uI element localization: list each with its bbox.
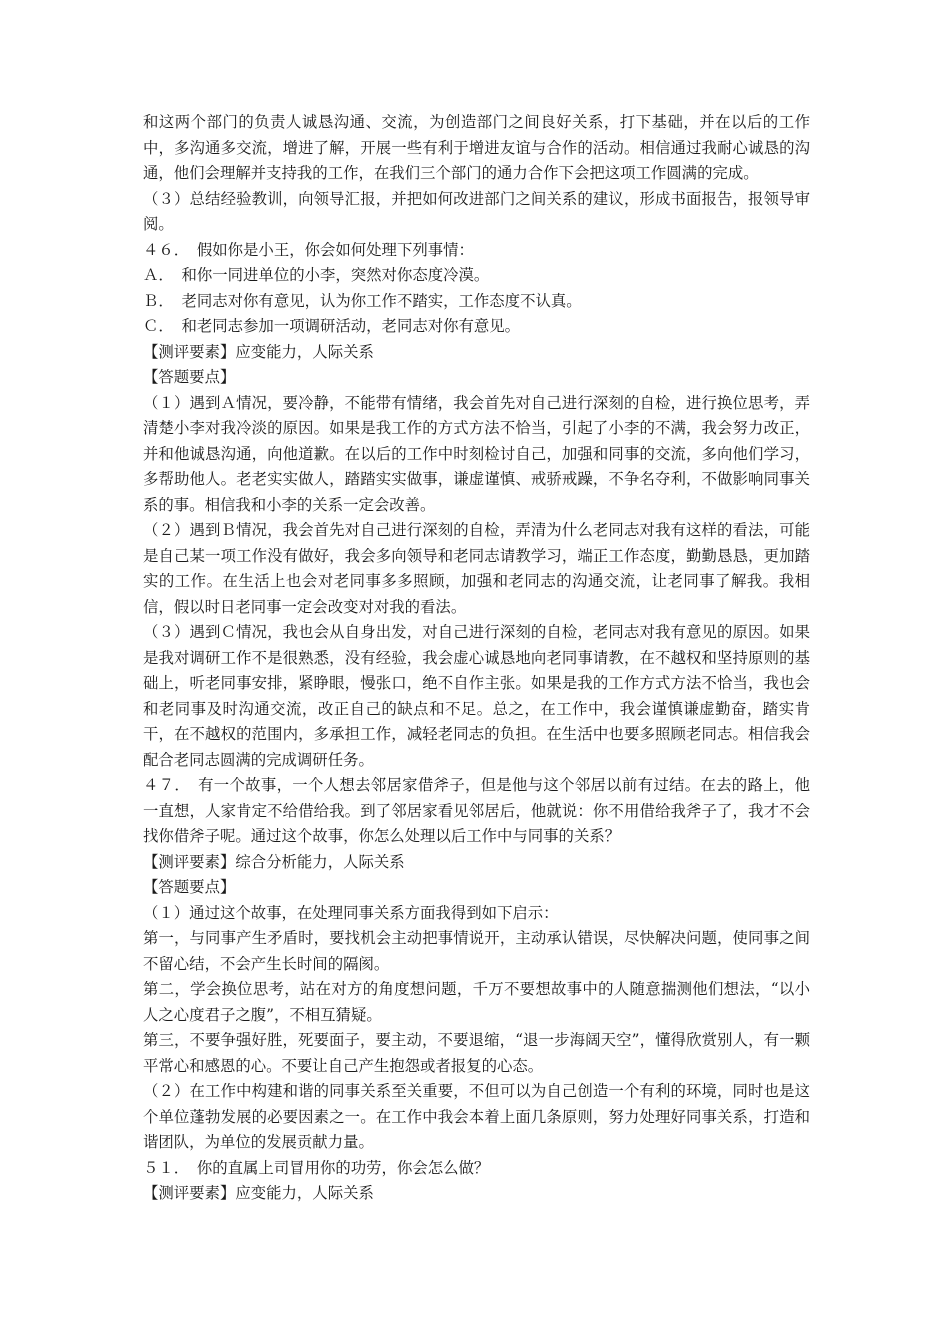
answer-points-heading-47: 【答题要点】: [143, 878, 236, 896]
question-51: ５１． 你的直属上司冒用你的功劳，你会怎么做？: [143, 1158, 490, 1177]
paragraph-summary-report: （３）总结经验教训，向领导汇报，并把如何改进部门之间关系的建议，形成书面报告，报领导审阅。: [143, 189, 810, 233]
answer-47-conclusion: （２）在工作中构建和谐的同事关系至关重要，不但可以为自己创造一个有利的环境，同时也是这个单位蓬勃发展的必要因素之一。在工作中我会本着上面几条原则，努力处理好同事关系，打造和谐团队，为单位的发展贡献力量。: [143, 1082, 810, 1151]
document-body: [143, 110, 810, 1207]
paragraph-communication-plan: 和这两个部门的负责人诚恳沟通、交流，为创造部门之间良好关系，打下基础，并在以后的工作中，多沟通多交流，增进了解，开展一些有利于增进友谊与合作的活动。相信通过我耐心诚恳的沟通，他们会理解并支持我的工作，在我们三个部门的通力合作下会把这项工作圆满的完成。: [143, 113, 810, 182]
question-46-option-a: Ａ． 和你一同进单位的小李，突然对你态度冷漠。: [143, 266, 490, 284]
answer-46-situation-a: （１）遇到Ａ情况，要冷静，不能带有情绪，我会首先对自己进行深刻的自检，进行换位思考，弄清楚小李对我冷淡的原因。如果是我工作的方式方法不恰当，引起了小李的不满，我会努力改正，并和他诚恳沟通，向他道歉。在以后的工作中时刻检讨自己，加强和同事的交流，多向他们学习，多帮助他人。老老实实做人，踏踏实实做事，谦虚谨慎、戒骄戒躁，不争名夺利，不做影响同事关系的事。相信我和小李的关系一定会改善。: [143, 393, 810, 514]
answer-47-point-one: 第一，与同事产生矛盾时，要找机会主动把事情说开，主动承认错误，尽快解决问题，使同事之间不留心结，不会产生长时间的隔阂。: [143, 929, 810, 973]
question-46-option-c: Ｃ． 和老同志参加一项调研活动，老同志对你有意见。: [143, 317, 521, 335]
assessment-elements-46: 【测评要素】应变能力，人际关系: [143, 342, 374, 361]
assessment-elements-47: 【测评要素】综合分析能力，人际关系: [143, 852, 405, 871]
answer-47-point-two: 第二，学会换位思考，站在对方的角度想问题，千万不要想故事中的人随意揣测他们想法，“以小人之心度君子之腹”，不相互猜疑。: [143, 980, 810, 1024]
answer-points-heading-46: 【答题要点】: [143, 368, 236, 386]
answer-47-point-three: 第三，不要争强好胜，死要面子，要主动，不要退缩，“退一步海阔天空”，懂得欣赏别人，有一颗平常心和感恩的心。不要让自己产生抱怨或者报复的心态。: [143, 1031, 810, 1075]
answer-46-situation-c: （３）遇到Ｃ情况，我也会从自身出发，对自己进行深刻的自检，老同志对我有意见的原因。如果是我对调研工作不是很熟悉，没有经验，我会虚心诚恳地向老同事请教，在不越权和坚持原则的基础上，听老同事安排，紧睁眼，慢张口，绝不自作主张。如果是我的工作方式方法不恰当，我也会和老同事及时沟通交流，改正自己的缺点和不足。总之，在工作中，我会谨慎谦虚勤奋，踏实肯干，在不越权的范围内，多承担工作，减轻老同志的负担。在生活中也要多照顾老同志。相信我会配合老同志圆满的完成调研任务。: [143, 623, 810, 769]
answer-46-situation-b: （２）遇到Ｂ情况，我会首先对自己进行深刻的自检，弄清为什么老同志对我有这样的看法，可能是自己某一项工作没有做好，我会多向领导和老同志请教学习，端正工作态度，勤勤恳恳，更加踏实的工作。在生活上也会对老同事多多照顾，加强和老同志的沟通交流，让老同事了解我。我相信，假以时日老同事一定会改变对对我的看法。: [143, 521, 810, 616]
question-46-option-b: Ｂ． 老同志对你有意见，认为你工作不踏实，工作态度不认真。: [143, 291, 582, 310]
question-47: ４７． 有一个故事，一个人想去邻居家借斧子，但是他与这个邻居以前有过结。在去的路上，他一直想，人家肯定不给借给我。到了邻居家看见邻居后，他就说：你不用借给我斧子了，我才不会找你借斧子呢。通过这个故事，你怎么处理以后工作中与同事的关系？: [143, 776, 810, 845]
answer-47-intro: （１）通过这个故事，在处理同事关系方面我得到如下启示：: [143, 903, 559, 922]
question-46: ４６． 假如你是小王，你会如何处理下列事情：: [143, 240, 474, 259]
assessment-elements-51: 【测评要素】应变能力，人际关系: [143, 1184, 374, 1202]
